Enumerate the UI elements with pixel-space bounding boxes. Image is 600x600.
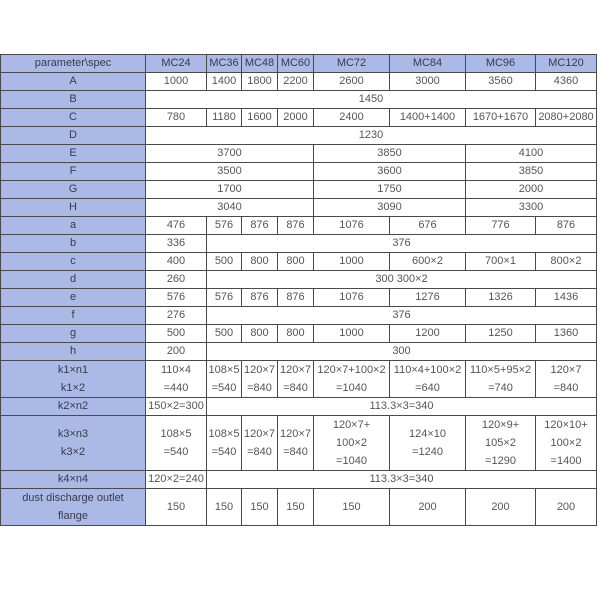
value-cell: 576	[146, 289, 207, 307]
value-cell: 300	[207, 343, 597, 361]
value-cell: 113.3×3=340	[207, 398, 597, 416]
spec-table	[0, 54, 597, 526]
value-cell: 1360	[536, 325, 597, 343]
param-cell: a	[1, 217, 146, 235]
param-cell: C	[1, 109, 146, 127]
param-cell: F	[1, 163, 146, 181]
value-cell: 4360	[536, 73, 597, 91]
value-cell: 150	[242, 489, 278, 526]
value-cell: 1000	[314, 325, 390, 343]
value-cell: 200	[536, 489, 597, 526]
value-cell: 120×2=240	[146, 471, 207, 489]
param-cell: D	[1, 127, 146, 145]
param-cell: k1×n1 k1×2	[1, 361, 146, 398]
value-cell: 876	[536, 217, 597, 235]
table-row	[1, 235, 597, 253]
value-cell: 800	[278, 325, 314, 343]
table-row	[1, 217, 597, 235]
spec-table-body	[1, 73, 597, 526]
value-cell: 780	[146, 109, 207, 127]
value-cell: 700×1	[466, 253, 536, 271]
value-cell: 1450	[146, 91, 597, 109]
value-cell: 120×10+ 100×2 =1400	[536, 416, 597, 471]
value-cell: 150	[314, 489, 390, 526]
value-cell: 1276	[390, 289, 466, 307]
value-cell: 576	[207, 217, 242, 235]
header-cell-mc84: MC84	[390, 55, 466, 73]
value-cell: 500	[146, 325, 207, 343]
table-row	[1, 127, 597, 145]
param-cell: E	[1, 145, 146, 163]
table-row	[1, 163, 597, 181]
value-cell: 260	[146, 271, 207, 289]
value-cell: 776	[466, 217, 536, 235]
value-cell: 800×2	[536, 253, 597, 271]
table-row	[1, 199, 597, 217]
header-cell-mc60: MC60	[278, 55, 314, 73]
value-cell: 1180	[207, 109, 242, 127]
value-cell: 1076	[314, 217, 390, 235]
value-cell: 108×5 =540	[146, 416, 207, 471]
value-cell: 200	[146, 343, 207, 361]
header-cell-mc120: MC120	[536, 55, 597, 73]
value-cell: 2080+2080	[536, 109, 597, 127]
table-row	[1, 109, 597, 127]
value-cell: 876	[242, 217, 278, 235]
value-cell: 200	[466, 489, 536, 526]
header-row	[1, 55, 597, 73]
value-cell: 876	[278, 289, 314, 307]
table-row	[1, 271, 597, 289]
value-cell: 120×7+100×2 =1040	[314, 361, 390, 398]
value-cell: 120×7 =840	[536, 361, 597, 398]
value-cell: 150	[146, 489, 207, 526]
value-cell: 800	[278, 253, 314, 271]
value-cell: 120×7 =840	[242, 361, 278, 398]
value-cell: 1000	[146, 73, 207, 91]
value-cell: 2000	[466, 181, 597, 199]
value-cell: 3090	[314, 199, 466, 217]
value-cell: 113.3×3=340	[207, 471, 597, 489]
value-cell: 2400	[314, 109, 390, 127]
value-cell: 1000	[314, 253, 390, 271]
value-cell: 400	[146, 253, 207, 271]
value-cell: 120×7+ 100×2 =1040	[314, 416, 390, 471]
value-cell: 150×2=300	[146, 398, 207, 416]
value-cell: 1800	[242, 73, 278, 91]
value-cell: 150	[278, 489, 314, 526]
param-cell: h	[1, 343, 146, 361]
param-cell: d	[1, 271, 146, 289]
table-row	[1, 307, 597, 325]
value-cell: 600×2	[390, 253, 466, 271]
header-cell-mc96: MC96	[466, 55, 536, 73]
param-cell: e	[1, 289, 146, 307]
value-cell: 1670+1670	[466, 109, 536, 127]
value-cell: 3560	[466, 73, 536, 91]
param-cell: dust discharge outlet flange	[1, 489, 146, 526]
value-cell: 150	[207, 489, 242, 526]
header-cell-param: parameter\spec	[1, 55, 146, 73]
param-cell: B	[1, 91, 146, 109]
table-row	[1, 361, 597, 398]
value-cell: 800	[242, 325, 278, 343]
value-cell: 3600	[314, 163, 466, 181]
value-cell: 1436	[536, 289, 597, 307]
table-row	[1, 289, 597, 307]
value-cell: 336	[146, 235, 207, 253]
value-cell: 110×5+95×2 =740	[466, 361, 536, 398]
header-cell-mc48: MC48	[242, 55, 278, 73]
value-cell: 1076	[314, 289, 390, 307]
header-cell-mc24: MC24	[146, 55, 207, 73]
value-cell: 124×10 =1240	[390, 416, 466, 471]
value-cell: 3850	[466, 163, 597, 181]
value-cell: 1230	[146, 127, 597, 145]
value-cell: 110×4+100×2 =640	[390, 361, 466, 398]
value-cell: 676	[390, 217, 466, 235]
table-row	[1, 398, 597, 416]
value-cell: 3500	[146, 163, 314, 181]
table-row	[1, 416, 597, 471]
value-cell: 120×7 =840	[278, 416, 314, 471]
table-row	[1, 343, 597, 361]
value-cell: 300 300×2	[207, 271, 597, 289]
value-cell: 476	[146, 217, 207, 235]
value-cell: 120×7 =840	[278, 361, 314, 398]
table-row	[1, 253, 597, 271]
param-cell: k4×n4	[1, 471, 146, 489]
param-cell: f	[1, 307, 146, 325]
value-cell: 108×5 =540	[207, 361, 242, 398]
table-row	[1, 489, 597, 526]
value-cell: 3000	[390, 73, 466, 91]
header-cell-mc36: MC36	[207, 55, 242, 73]
value-cell: 110×4 =440	[146, 361, 207, 398]
value-cell: 1326	[466, 289, 536, 307]
param-cell: k2×n2	[1, 398, 146, 416]
header-cell-mc72: MC72	[314, 55, 390, 73]
value-cell: 108×5 =540	[207, 416, 242, 471]
value-cell: 4100	[466, 145, 597, 163]
param-cell: c	[1, 253, 146, 271]
table-row	[1, 91, 597, 109]
value-cell: 120×7 =840	[242, 416, 278, 471]
value-cell: 3040	[146, 199, 314, 217]
value-cell: 376	[207, 235, 597, 253]
value-cell: 1250	[466, 325, 536, 343]
value-cell: 576	[207, 289, 242, 307]
value-cell: 876	[242, 289, 278, 307]
value-cell: 1700	[146, 181, 314, 199]
value-cell: 3850	[314, 145, 466, 163]
value-cell: 376	[207, 307, 597, 325]
param-cell: G	[1, 181, 146, 199]
value-cell: 276	[146, 307, 207, 325]
table-row	[1, 471, 597, 489]
value-cell: 1200	[390, 325, 466, 343]
value-cell: 120×9+ 105×2 =1290	[466, 416, 536, 471]
value-cell: 800	[242, 253, 278, 271]
value-cell: 3300	[466, 199, 597, 217]
value-cell: 500	[207, 325, 242, 343]
param-cell: H	[1, 199, 146, 217]
value-cell: 1750	[314, 181, 466, 199]
value-cell: 1400+1400	[390, 109, 466, 127]
param-cell: b	[1, 235, 146, 253]
table-row	[1, 145, 597, 163]
value-cell: 876	[278, 217, 314, 235]
value-cell: 2200	[278, 73, 314, 91]
table-row	[1, 181, 597, 199]
param-cell: g	[1, 325, 146, 343]
value-cell: 2600	[314, 73, 390, 91]
param-cell: A	[1, 73, 146, 91]
value-cell: 3700	[146, 145, 314, 163]
value-cell: 2000	[278, 109, 314, 127]
table-row	[1, 73, 597, 91]
value-cell: 1600	[242, 109, 278, 127]
param-cell: k3×n3 k3×2	[1, 416, 146, 471]
value-cell: 200	[390, 489, 466, 526]
value-cell: 500	[207, 253, 242, 271]
table-row	[1, 325, 597, 343]
value-cell: 1400	[207, 73, 242, 91]
